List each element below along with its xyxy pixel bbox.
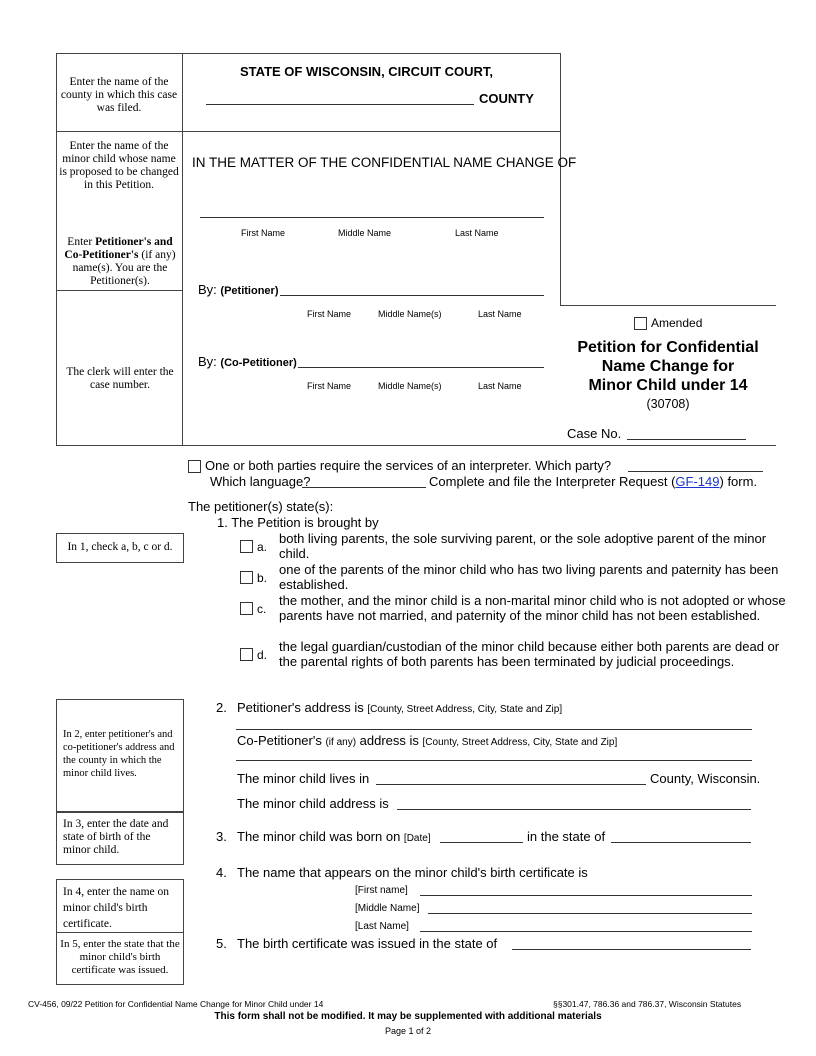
note-box <box>56 879 184 933</box>
county-field[interactable] <box>206 92 474 105</box>
note-petitioner <box>58 236 182 288</box>
court-heading: STATE OF WISCONSIN, CIRCUIT COURT, <box>240 64 494 79</box>
petitioner-name-field[interactable] <box>280 283 544 296</box>
option-b-text: one of the parents of the minor child who has two living parents and paternity has been established. <box>279 562 779 592</box>
interpreter-text: One or both parties require the services of an interpreter. Which party? <box>205 458 612 473</box>
text: ) form. <box>719 474 758 489</box>
text: address is <box>356 733 423 748</box>
note-text: Enter <box>67 236 96 248</box>
co-petitioner-name-field[interactable] <box>298 355 544 368</box>
note-box <box>56 811 184 865</box>
item-1: 1. The Petition is brought by <box>217 515 379 530</box>
field-label: First Name <box>307 309 352 319</box>
child-address-label: The minor child address is <box>237 796 389 811</box>
county-wi-label: County, Wisconsin. <box>650 771 761 786</box>
by-label <box>198 282 278 299</box>
note-item3: In 3, enter the date and state of birth of the minor child. <box>63 818 169 856</box>
state-of-label: in the state of <box>527 829 606 844</box>
option-c-text: the mother, and the minor child is a non-marital minor child who is not adopted or whose parents have not married, and paternity of the minor child has not been established. <box>279 593 786 623</box>
matter-heading: IN THE MATTER OF THE CONFIDENTIAL NAME CHANGE OF <box>192 155 577 170</box>
form-title <box>560 338 776 413</box>
note-text: Petitioner's and Co-Petitioner's <box>64 236 173 261</box>
option-letter: a. <box>257 540 268 554</box>
bc-first-name-field[interactable] <box>420 883 752 896</box>
option-letter: d. <box>257 648 268 662</box>
divider <box>56 445 776 446</box>
footer-notice: This form shall not be modified. It may be supplemented with additional materials <box>214 1011 602 1022</box>
form-code: (30708) <box>646 397 690 411</box>
option-b-checkbox[interactable] <box>240 571 253 584</box>
hint: [Date] <box>403 833 431 844</box>
note-box <box>56 932 184 985</box>
field-label: Last Name <box>478 381 522 391</box>
option-a-checkbox[interactable] <box>240 540 253 553</box>
option-letter: b. <box>257 571 268 585</box>
item-number: 5. <box>216 936 227 951</box>
item-number: 2. <box>216 700 227 715</box>
bc-state-field[interactable] <box>512 937 751 950</box>
birth-state-field[interactable] <box>611 830 751 843</box>
divider <box>182 53 183 445</box>
field-label: Last Name <box>478 309 522 319</box>
divider <box>56 131 560 132</box>
note-clerk: The clerk will enter the case number. <box>66 366 174 391</box>
hint: [First name] <box>355 885 408 896</box>
item-5: The birth certificate was issued in the state of <box>237 936 498 951</box>
divider <box>56 290 182 291</box>
case-no-label: Case No. <box>567 426 622 441</box>
note-box <box>56 533 184 563</box>
divider <box>560 305 776 306</box>
co-petitioner-address-field[interactable] <box>236 748 752 761</box>
county-label: COUNTY <box>479 91 534 106</box>
bc-middle-name-field[interactable] <box>428 901 752 914</box>
divider <box>56 53 57 445</box>
hint: [County, Street Address, City, State and Zip] <box>422 737 618 748</box>
child-name-field[interactable] <box>200 205 544 218</box>
divider <box>560 53 561 305</box>
title-line: Petition for Confidential <box>577 339 759 356</box>
field-label: Middle Name <box>338 228 392 238</box>
option-d-checkbox[interactable] <box>240 648 253 661</box>
interpreter-instructions <box>429 474 757 489</box>
footer-form-id: CV-456, 09/22 Petition for Confidential Name Change for Minor Child under 14 <box>28 999 324 1009</box>
note-item2: In 2, enter petitioner's and co-petitioner's address and the county in which the minor child lives. <box>63 729 175 779</box>
language-field[interactable] <box>302 475 426 488</box>
note-child: Enter the name of the minor child whose name is proposed to be changed in this Petition. <box>59 140 179 191</box>
field-label: First Name <box>307 381 352 391</box>
county-lives-field[interactable] <box>376 772 646 785</box>
co-petitioner-label: (Co-Petitioner) <box>220 357 297 369</box>
title-line: Minor Child under 14 <box>588 377 748 394</box>
petitioner-label: (Petitioner) <box>220 285 279 297</box>
lives-label: The minor child lives in <box>237 771 370 786</box>
birth-date-field[interactable] <box>440 830 523 843</box>
case-no-field[interactable] <box>627 427 746 440</box>
item-3 <box>237 829 431 846</box>
field-label: Last Name <box>455 228 499 238</box>
text: The minor child was born on <box>237 829 404 844</box>
note-item1: In 1, check a, b, c or d. <box>67 541 173 553</box>
gf-149-link[interactable]: GF-149 <box>675 474 720 489</box>
note-text: (if any) name(s). You are the Petitioner(s). <box>72 249 176 287</box>
by-text: By: <box>198 282 217 297</box>
note-box <box>56 699 184 813</box>
interpreter-checkbox[interactable] <box>188 460 201 473</box>
amended-checkbox[interactable] <box>634 317 647 330</box>
item-4: The name that appears on the minor child's birth certificate is <box>237 865 588 880</box>
option-letter: c. <box>257 602 267 616</box>
item-2 <box>237 700 562 717</box>
field-label: First Name <box>241 228 286 238</box>
note-county: Enter the name of the county in which this case was filed. <box>60 76 178 114</box>
party-field[interactable] <box>628 459 763 472</box>
option-c-checkbox[interactable] <box>240 602 253 615</box>
note-item5: In 5, enter the state that the minor child's birth certificate was issued. <box>60 938 180 976</box>
field-label: Middle Name(s) <box>378 309 442 319</box>
hint: [Last Name] <box>355 921 409 932</box>
text: Co-Petitioner's <box>237 733 326 748</box>
divider <box>56 53 560 54</box>
by-label <box>198 354 297 371</box>
amended-label: Amended <box>651 316 703 330</box>
title-line: Name Change for <box>601 358 735 375</box>
note-item4: In 4, enter the name on minor child's birth certificate. <box>63 886 170 930</box>
petitioner-address-field[interactable] <box>236 717 752 730</box>
hint: (if any) <box>325 737 357 748</box>
child-address-field[interactable] <box>397 797 751 810</box>
text: Complete and file the Interpreter Request ( <box>429 474 676 489</box>
field-label: Middle Name(s) <box>378 381 442 391</box>
item-number: 3. <box>216 829 227 844</box>
hint: [Middle Name] <box>355 903 420 914</box>
states-heading: The petitioner(s) state(s): <box>188 499 334 514</box>
footer-statutes: §§301.47, 786.36 and 786.37, Wisconsin Statutes <box>553 999 742 1009</box>
option-d-text: the legal guardian/custodian of the minor child because either both parents are dead or the parental rights of both parents has been terminated by judicial proceedings. <box>279 639 780 669</box>
language-label: Which language? <box>210 474 311 489</box>
bc-last-name-field[interactable] <box>420 919 752 932</box>
option-a-text: both living parents, the sole surviving parent, or the sole adoptive parent of the minor child. <box>279 531 767 561</box>
text: Petitioner's address is <box>237 700 368 715</box>
page-number: Page 1 of 2 <box>384 1026 432 1036</box>
item-number: 4. <box>216 865 227 880</box>
hint: [County, Street Address, City, State and Zip] <box>367 704 563 715</box>
by-text: By: <box>198 354 217 369</box>
